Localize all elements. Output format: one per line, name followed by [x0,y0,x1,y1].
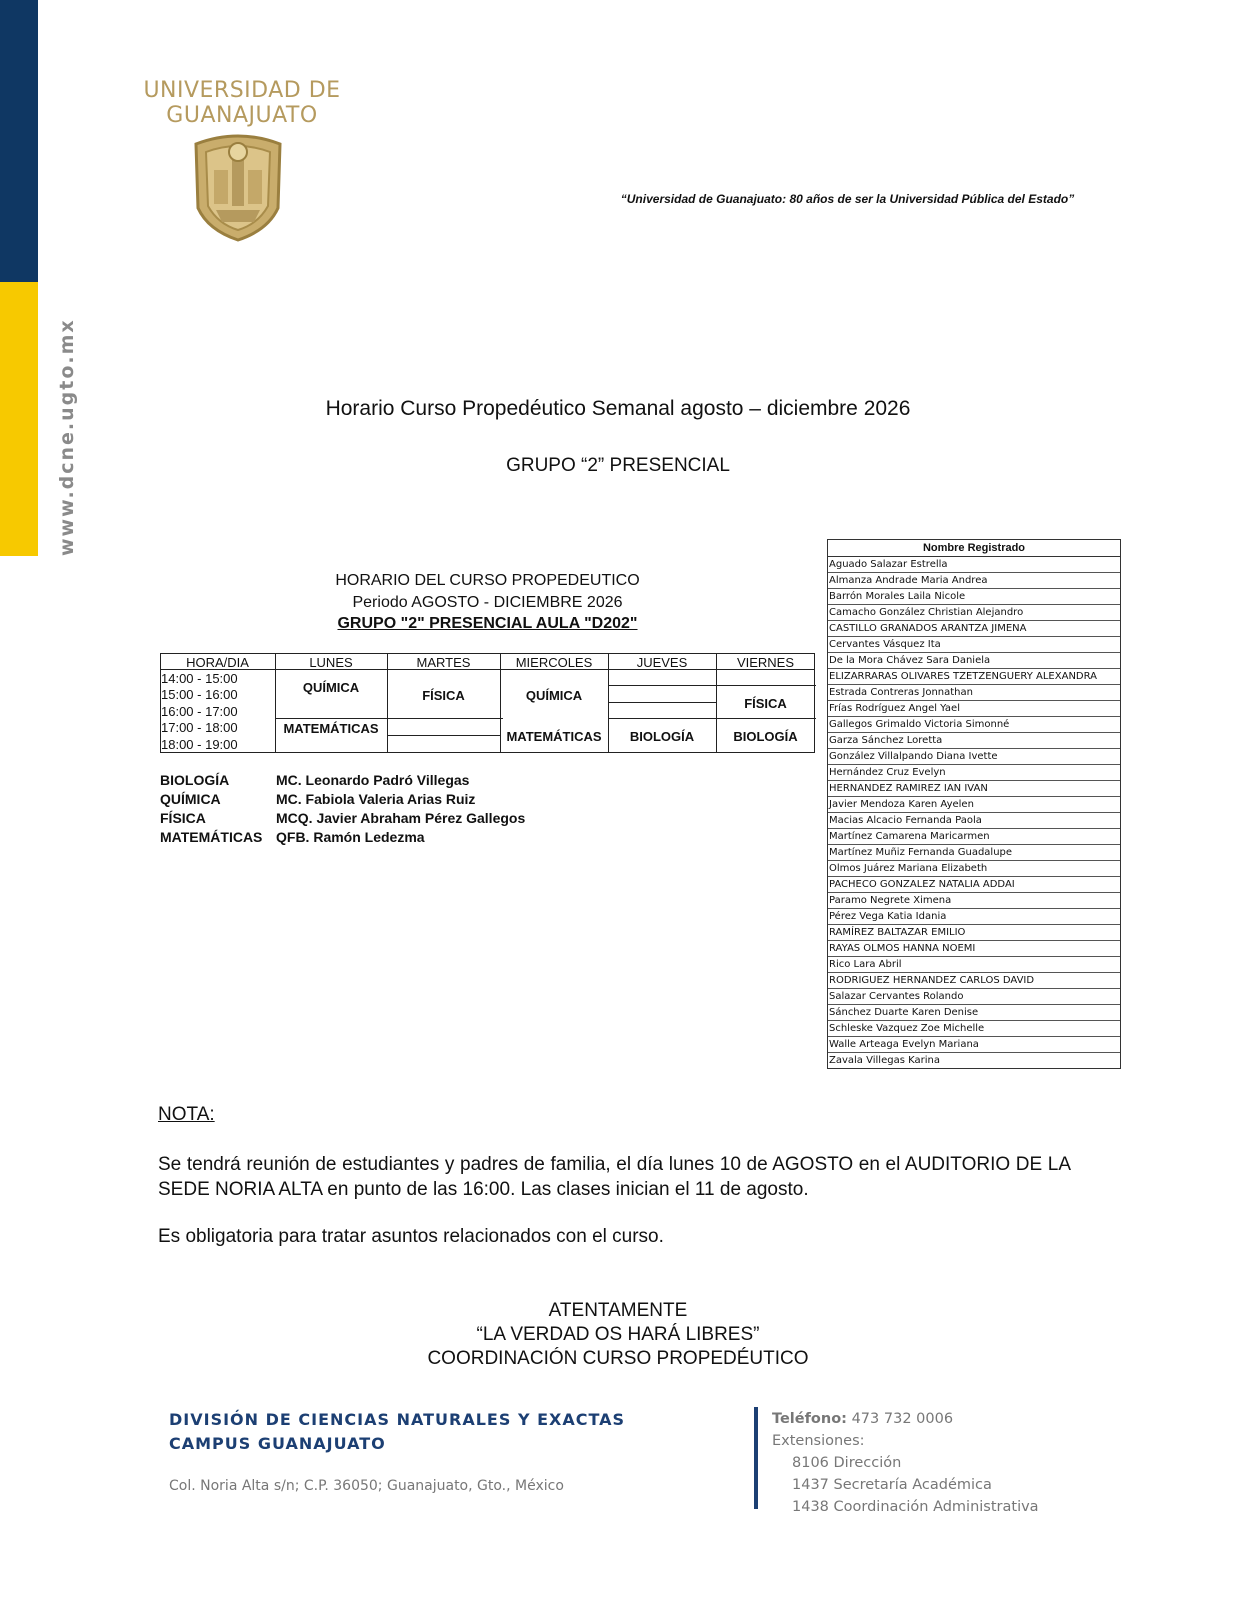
student-row: RAMÍREZ BALTAZAR EMILIO [828,925,1120,941]
sidebar-band-blue [0,0,38,282]
extension-item: 1438 Coordinación Administrativa [792,1499,1039,1515]
student-row: Schleske Vazquez Zoe Michelle [828,1021,1120,1037]
student-row: Martínez Camarena Maricarmen [828,829,1120,845]
footer-phone [772,1408,1039,1430]
student-row: Pérez Vega Katia Idania [828,909,1120,925]
time-slot: 18:00 - 19:00 [161,737,238,752]
footer-campus-name: CAMPUS GUANAJUATO [169,1434,386,1453]
student-row: De la Mora Chávez Sara Daniela [828,653,1120,669]
header-miercoles: MIERCOLES [515,655,593,670]
signature-motto: “LA VERDAD OS HARÁ LIBRES” [476,1324,760,1345]
sidebar-url: www.dcne.ugto.mx [56,318,78,556]
header-viernes: VIERNES [736,655,795,670]
time-slot: 17:00 - 18:00 [161,720,238,735]
document-group: GRUPO “2” PRESENCIAL [506,455,730,476]
teacher-name: MC. Leonardo Padró Villegas [276,772,470,788]
schedule-group: GRUPO "2" PRESENCIAL AULA "D202" [337,615,638,632]
footer-division-name: DIVISIÓN DE CIENCIAS NATURALES Y EXACTAS [169,1410,626,1429]
nota-paragraph: Es obligatoria para tratar asuntos relacionados con el curso. [158,1226,664,1247]
student-row: Camacho González Christian Alejandro [828,605,1120,621]
header-lunes: LUNES [309,655,353,670]
student-row: Paramo Negrete Ximena [828,893,1120,909]
schedule-period: Periodo AGOSTO - DICIEMBRE 2026 [352,594,623,611]
extension-item: 8106 Dirección [792,1455,902,1471]
student-row: Garza Sánchez Loretta [828,733,1120,749]
teacher-row [160,772,580,791]
student-row: Estrada Contreras Jonnathan [828,685,1120,701]
teacher-row [160,829,580,848]
student-row: Macias Alcacio Fernanda Paola [828,813,1120,829]
footer-address: Col. Noria Alta s/n; C.P. 36050; Guanajuato, Gto., México [169,1478,564,1494]
time-slot: 14:00 - 15:00 [161,671,238,686]
teacher-subject: MATEMÁTICAS [160,829,263,845]
student-row: PACHECO GONZALEZ NATALIA ADDAI [828,877,1120,893]
student-row: Rico Lara Abril [828,957,1120,973]
university-name-line1: UNIVERSIDAD DE [143,78,341,103]
signature-office: COORDINACIÓN CURSO PROPEDÉUTICO [427,1348,809,1369]
student-row: Walle Arteaga Evelyn Mariana [828,1037,1120,1053]
student-row: Martínez Muñiz Fernanda Guadalupe [828,845,1120,861]
footer-division [169,1408,625,1456]
students-table [827,539,1121,1069]
cell-miercoles-quimica: QUÍMICA [525,688,583,703]
student-row: Gallegos Grimaldo Victoria Simonné [828,717,1120,733]
extension-item: 1437 Secretaría Académica [792,1477,992,1493]
cell-lunes-quimica: QUÍMICA [302,680,360,695]
teacher-row [160,791,580,810]
university-logo-text [142,78,342,128]
header-hora: HORA/DIA [186,655,249,670]
schedule-title: HORARIO DEL CURSO PROPEDEUTICO [335,572,640,589]
footer-divider [754,1407,758,1509]
schedule-table [160,653,815,753]
phone-label: Teléfono: [772,1411,847,1427]
cell-viernes-biologia: BIOLOGÍA [733,729,798,744]
header-martes: MARTES [416,655,471,670]
teacher-row [160,810,580,829]
student-row: González Villalpando Diana Ivette [828,749,1120,765]
student-row: Frías Rodríguez Angel Yael [828,701,1120,717]
time-slot: 15:00 - 16:00 [161,687,238,702]
signature-line: ATENTAMENTE [548,1300,688,1321]
phone-number: 473 732 0006 [851,1411,954,1427]
cell-viernes-fisica: FÍSICA [744,696,787,711]
teacher-name: MCQ. Javier Abraham Pérez Gallegos [276,810,526,826]
cell-jueves-biologia: BIOLOGÍA [629,729,695,744]
student-row: Barrón Morales Laila Nicole [828,589,1120,605]
teacher-name: MC. Fabiola Valeria Arias Ruiz [276,791,476,807]
student-row: Aguado Salazar Estrella [828,557,1120,573]
teacher-subject: QUÍMICA [160,791,221,807]
student-row: HERNANDEZ RAMIREZ IAN IVAN [828,781,1120,797]
student-row: Olmos Juárez Mariana Elizabeth [828,861,1120,877]
university-seal-icon [188,130,288,242]
teacher-subject: FÍSICA [160,810,206,826]
student-row: RODRIGUEZ HERNANDEZ CARLOS DAVID [828,973,1120,989]
student-row: Javier Mendoza Karen Ayelen [828,797,1120,813]
student-row: RAYAS OLMOS HANNA NOEMI [828,941,1120,957]
students-header: Nombre Registrado [828,540,1120,557]
student-row: ELIZARRARAS OLIVARES TZETZENGUERY ALEXANDRA [828,669,1120,685]
slogan: “Universidad de Guanajuato: 80 años de ser la Universidad Pública del Estado” [620,192,1075,206]
cell-martes-fisica: FÍSICA [422,688,465,703]
time-slot: 16:00 - 17:00 [161,704,238,719]
student-row: Cervantes Vásquez Ita [828,637,1120,653]
university-name-line2: GUANAJUATO [166,103,318,128]
student-row: Salazar Cervantes Rolando [828,989,1120,1005]
teacher-subject: BIOLOGÍA [160,772,230,788]
student-row: Sánchez Duarte Karen Denise [828,1005,1120,1021]
document-title: Horario Curso Propedéutico Semanal agosto – diciembre 2026 [325,397,911,420]
student-row: Zavala Villegas Karina [829,1055,940,1066]
cell-lunes-matematicas: MATEMÁTICAS [283,721,379,736]
teachers-list [160,772,580,848]
extensions-label: Extensiones: [772,1433,865,1449]
cell-miercoles-matematicas: MATEMÁTICAS [506,729,602,744]
student-row: CASTILLO GRANADOS ARANTZA JIMENA [828,621,1120,637]
student-row: Almanza Andrade Maria Andrea [828,573,1120,589]
teacher-name: QFB. Ramón Ledezma [276,829,425,845]
footer-contact [772,1408,1039,1518]
student-row: Hernández Cruz Evelyn [828,765,1120,781]
nota-paragraph: Se tendrá reunión de estudiantes y padres de familia, el día lunes 10 de AGOSTO en el AUDITORIO DE LA SEDE NORIA ALTA en punto de las 16:00. Las clases inician el 11 de agosto. [158,1154,1071,1200]
header-jueves: JUEVES [636,655,688,670]
nota-label: NOTA: [158,1104,215,1125]
